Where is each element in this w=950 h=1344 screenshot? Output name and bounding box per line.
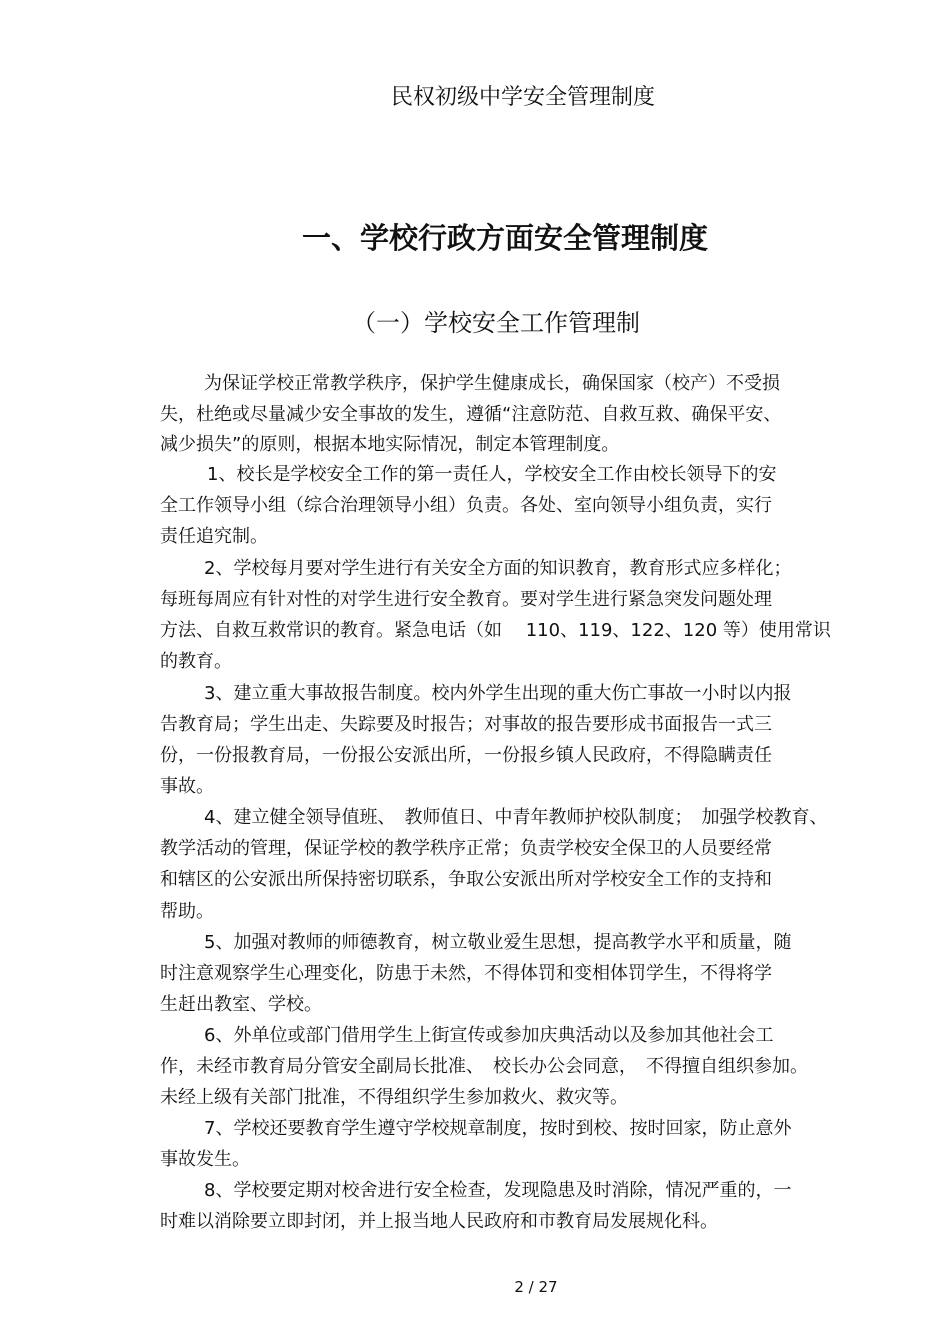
document-title: 民权初级中学安全管理制度 (390, 85, 655, 110)
body-line: 份，一份报教育局，一份报公安派出所，一份报乡镇人民政府，不得隐瞒责任 (160, 745, 772, 766)
body-line: 减少损失”的原则，根据本地实际情况，制定本管理制度。 (160, 434, 620, 455)
body-line: 时注意观察学生心理变化，防患于未然，不得体罚和变相体罚学生，不得将学 (160, 963, 772, 984)
body-line: 5、加强对教师的师德教育，树立敬业爱生思想，提高教学水平和质量，随 (204, 932, 792, 953)
body-line: 作，未经市教育局分管安全副局长批准、 校长办公会同意， 不得擅自组织参加。 (160, 1056, 808, 1077)
body-line: 责任追究制。 (160, 526, 268, 547)
body-line: 和辖区的公安派出所保持密切联系，争取公安派出所对学校安全工作的支持和 (160, 869, 772, 890)
body-line: 方法、自救互救常识的教育。紧急电话（如 110、119、122、120 等）使用常识 (160, 620, 831, 641)
body-line: 6、外单位或部门借用学生上街宣传或参加庆典活动以及参加其他社会工 (204, 1025, 774, 1046)
body-line: 时难以消除要立即封闭，并上报当地人民政府和市教育局发展规化科。 (160, 1211, 718, 1232)
body-line: 3、建立重大事故报告制度。校内外学生出现的重大伤亡事故一小时以内报 (204, 683, 792, 704)
body-line: 未经上级有关部门批准，不得组织学生参加救火、救灾等。 (160, 1087, 628, 1108)
body-line: 8、学校要定期对校舍进行安全检查，发现隐患及时消除，情况严重的，一 (204, 1180, 792, 1201)
body-line: 失，杜绝或尽量减少安全事故的发生，遵循“注意防范、自救互救、确保平安、 (160, 404, 782, 425)
body-line: 帮助。 (160, 901, 214, 922)
body-line: 每班每周应有针对性的对学生进行安全教育。要对学生进行紧急突发问题处理 (160, 589, 772, 610)
subsection-heading: （一）学校安全工作管理制 (352, 309, 640, 337)
body-line: 的教育。 (160, 651, 232, 672)
body-line: 4、建立健全领导值班、 教师值日、中青年教师护校队制度； 加强学校教育、 (204, 807, 828, 828)
body-line: 事故。 (160, 776, 214, 797)
body-line: 2、学校每月要对学生进行有关安全方面的知识教育，教育形式应多样化； (204, 558, 792, 579)
body-line: 告教育局；学生出走、失踪要及时报告；对事故的报告要形成书面报告一式三 (160, 714, 772, 735)
body-line: 1、校长是学校安全工作的第一责任人，学校安全工作由校长领导下的安 (207, 464, 777, 485)
body-line: 教学活动的管理，保证学校的教学秩序正常；负责学校安全保卫的人员要经常 (160, 838, 772, 859)
body-line: 全工作领导小组（综合治理领导小组）负责。各处、室向领导小组负责，实行 (160, 495, 772, 516)
body-line: 生赶出教室、学校。 (160, 994, 322, 1015)
page-number: 2 / 27 (514, 1278, 558, 1296)
body-line: 事故发生。 (160, 1149, 250, 1170)
body-line: 7、学校还要教育学生遵守学校规章制度，按时到校、按时回家，防止意外 (204, 1118, 792, 1139)
body-line: 为保证学校正常教学秩序，保护学生健康成长，确保国家（校产）不受损 (204, 373, 780, 394)
section-heading: 一、学校行政方面安全管理制度 (301, 221, 708, 255)
